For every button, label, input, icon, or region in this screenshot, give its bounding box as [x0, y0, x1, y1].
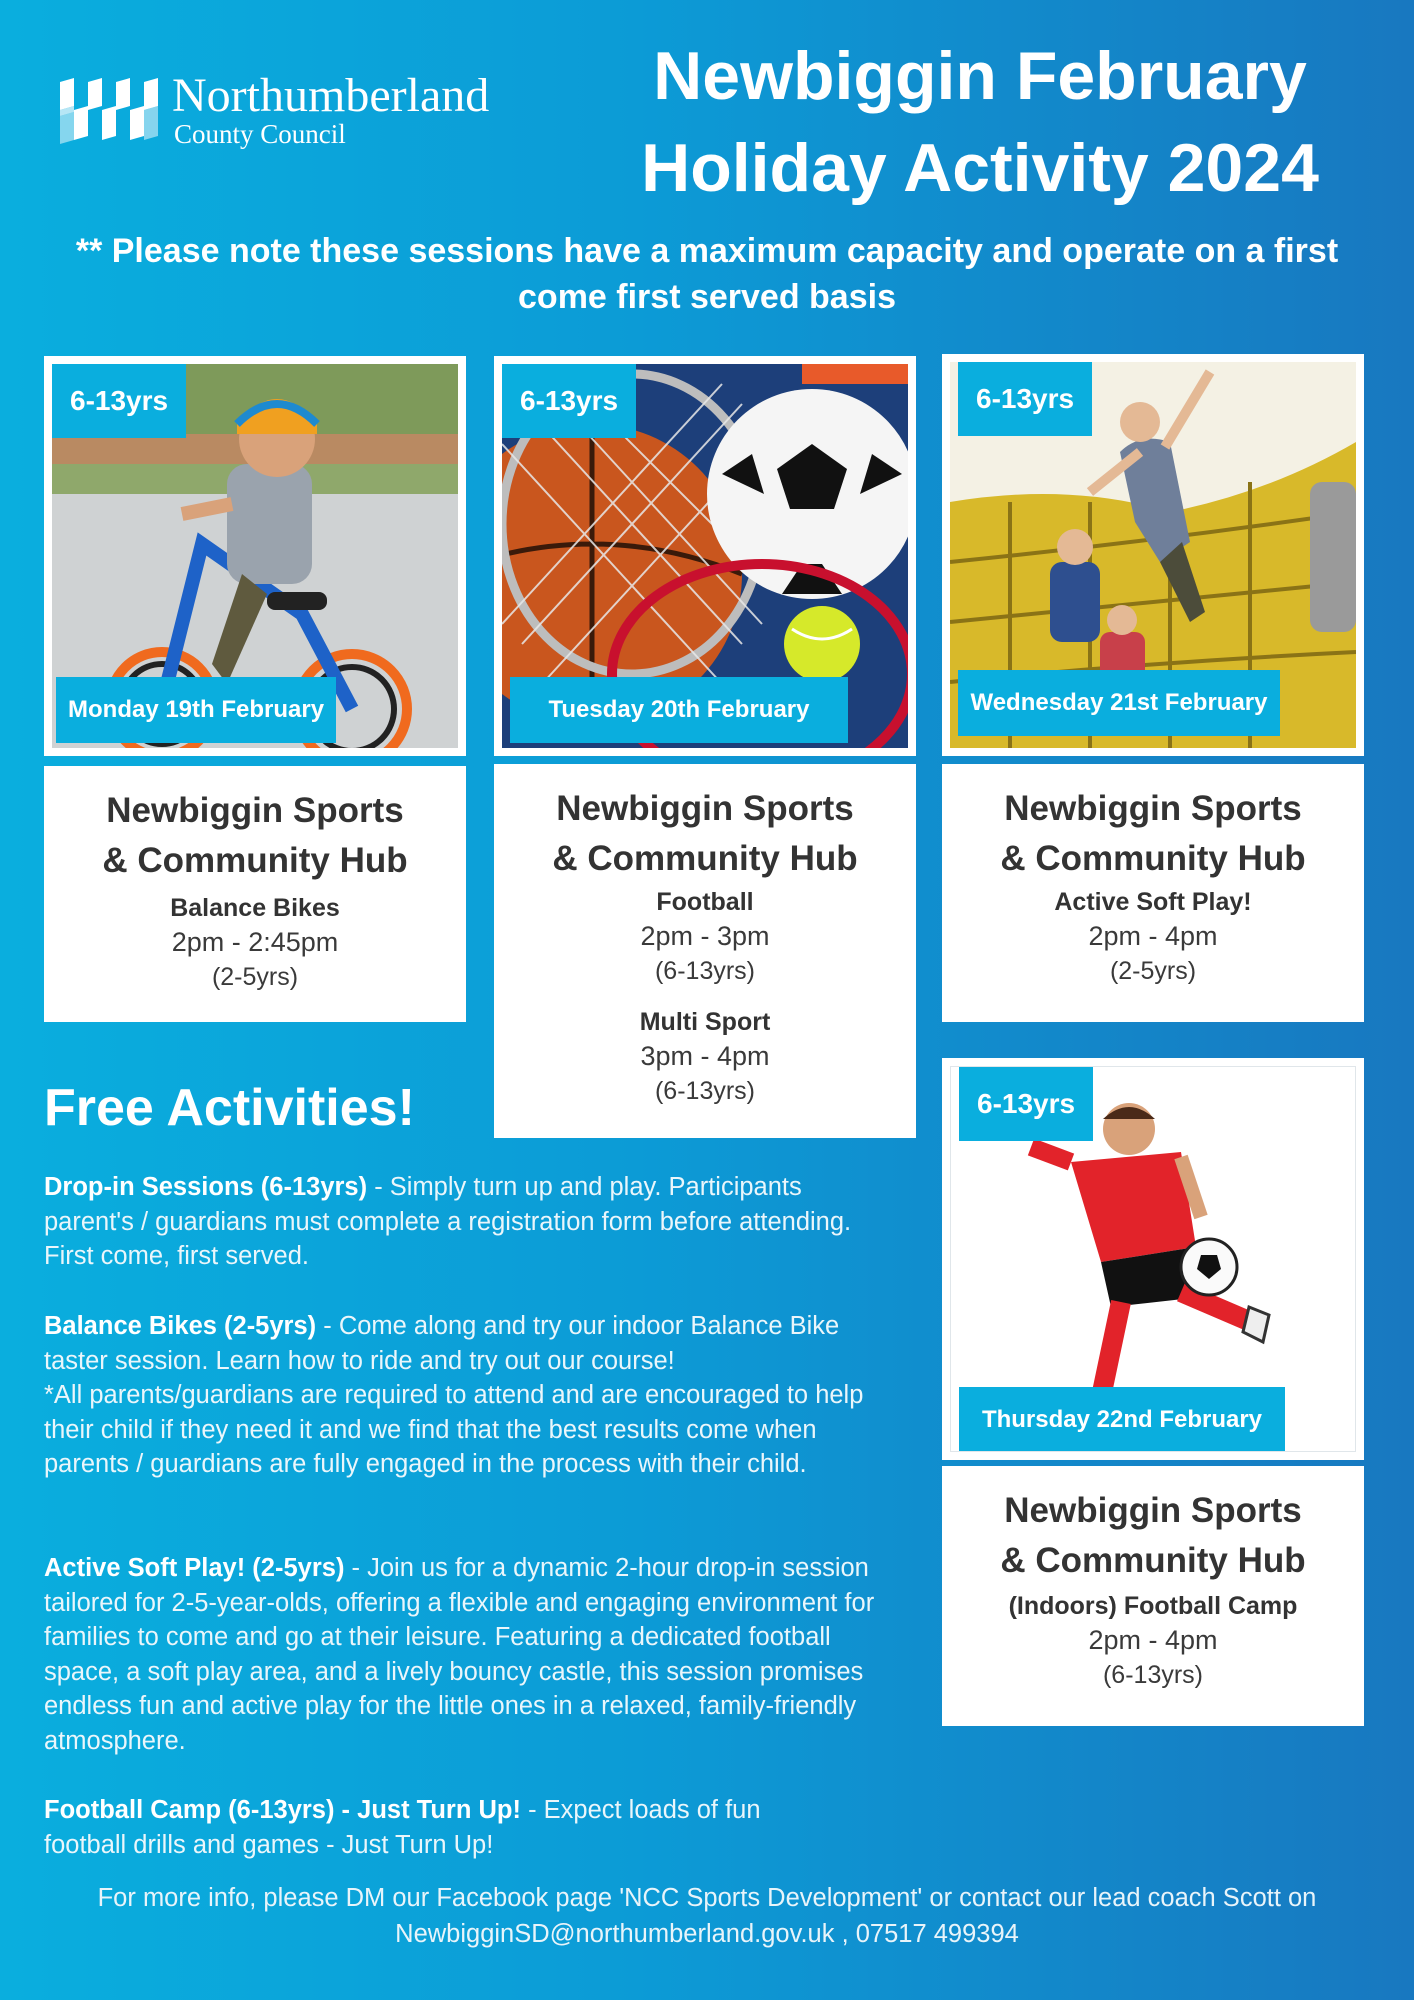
session-time: 2pm - 3pm [640, 921, 770, 951]
footer-line-1: For more info, please DM our Facebook page 'NCC Sports Development' or contact our lead coach Scott on [97, 1884, 1317, 1912]
title-line-1: Newbiggin February [653, 38, 1307, 114]
age-badge: 6-13yrs [959, 1067, 1093, 1141]
soft-play-description [44, 1551, 884, 1758]
bouncy-castle-illustration [950, 362, 1356, 748]
activity-heading: Drop-in Sessions (6-13yrs) [44, 1173, 368, 1201]
contact-details[interactable]: NewbigginSD@northumberland.gov.uk , 07517 499394 [395, 1920, 1019, 1948]
logo-name: Northumberland [172, 69, 490, 122]
session-time: 3pm - 4pm [640, 1041, 770, 1071]
thursday-photo-card [942, 1058, 1364, 1460]
monday-info-card [44, 766, 466, 1022]
venue-name: Newbiggin Sports [556, 789, 854, 828]
date-label: Monday 19th February [56, 677, 336, 743]
football-player-illustration [950, 1066, 1356, 1452]
monday-photo-card [44, 356, 466, 756]
logo-subtitle: County Council [174, 119, 346, 149]
age-badge: 6-13yrs [958, 362, 1092, 436]
session-ages: (6-13yrs) [654, 1077, 755, 1105]
drop-in-description [44, 1170, 884, 1274]
council-crest-icon [58, 76, 160, 146]
activity-name: (Indoors) Football Camp [1008, 1592, 1298, 1620]
venue-name: & Community Hub [552, 839, 858, 878]
session-time: 2pm - 2:45pm [171, 927, 339, 957]
tuesday-info-card [494, 764, 916, 1138]
balance-bike-illustration [52, 364, 458, 748]
wednesday-info-card [942, 764, 1364, 1022]
title-line-2: Holiday Activity 2024 [641, 130, 1319, 206]
activity-name: Football [656, 888, 754, 916]
contact-footer [40, 1880, 1374, 1952]
date-label: Tuesday 20th February [510, 677, 848, 743]
date-label: Thursday 22nd February [959, 1387, 1285, 1452]
activity-text: - Simply turn up and play. Participants parent's / guardians must complete a registration form before attending. First come, first served. [44, 1173, 852, 1270]
activity-text: - Join us for a dynamic 2-hour drop-in session tailored for 2-5-year-olds, offering a flexible and engaging environment for families to come and go at their leisure. Featuring a dedicated football space, a soft play area, and a lively bouncy castle, this session promises endless fun and active play for the little ones in a relaxed, family-friendly atmosphere. [44, 1554, 875, 1755]
session-time: 2pm - 4pm [1088, 1625, 1218, 1655]
venue-name: Newbiggin Sports [1004, 789, 1302, 828]
activity-name: Multi Sport [639, 1008, 771, 1036]
activity-heading: Active Soft Play! (2-5yrs) [44, 1554, 345, 1582]
thursday-info-card [942, 1466, 1364, 1726]
activity-heading: Balance Bikes (2-5yrs) [44, 1312, 317, 1340]
page-title [600, 30, 1360, 214]
date-label: Wednesday 21st February [958, 670, 1280, 736]
wednesday-photo-card [942, 354, 1364, 756]
venue-name: & Community Hub [1000, 1541, 1306, 1580]
session-ages: (2-5yrs) [1109, 957, 1197, 985]
age-badge: 6-13yrs [502, 364, 636, 438]
football-camp-description [44, 1793, 824, 1862]
free-activities-heading: Free Activities! [44, 1079, 415, 1137]
venue-name: Newbiggin Sports [1004, 1491, 1302, 1530]
capacity-notice: ** Please note these sessions have a maximum capacity and operate on a first come first served basis [75, 232, 1339, 316]
age-badge: 6-13yrs [52, 364, 186, 438]
sports-equipment-illustration [502, 364, 908, 748]
activity-text: - Come along and try our indoor Balance Bike taster session. Learn how to ride and try out our course! [44, 1312, 840, 1375]
parent-note: *All parents/guardians are required to attend and are encouraged to help their child if they need it and we find that the best results come when parents / guardians are fully engaged in the process with their child. [44, 1381, 864, 1478]
session-ages: (6-13yrs) [1102, 1661, 1203, 1689]
session-time: 2pm - 4pm [1088, 921, 1218, 951]
tuesday-photo-card [494, 356, 916, 756]
activity-name: Active Soft Play! [1054, 888, 1252, 916]
balance-bikes-description [44, 1309, 884, 1482]
activity-text: - Expect loads of fun football drills and games - Just Turn Up! [44, 1796, 761, 1859]
venue-name: Newbiggin Sports [106, 791, 404, 830]
activity-name: Balance Bikes [170, 894, 340, 922]
session-ages: (2-5yrs) [211, 963, 299, 991]
session-ages: (6-13yrs) [654, 957, 755, 985]
council-logo [58, 68, 538, 158]
venue-name: & Community Hub [102, 841, 408, 880]
activity-heading: Football Camp (6-13yrs) - Just Turn Up! [44, 1796, 521, 1824]
venue-name: & Community Hub [1000, 839, 1306, 878]
